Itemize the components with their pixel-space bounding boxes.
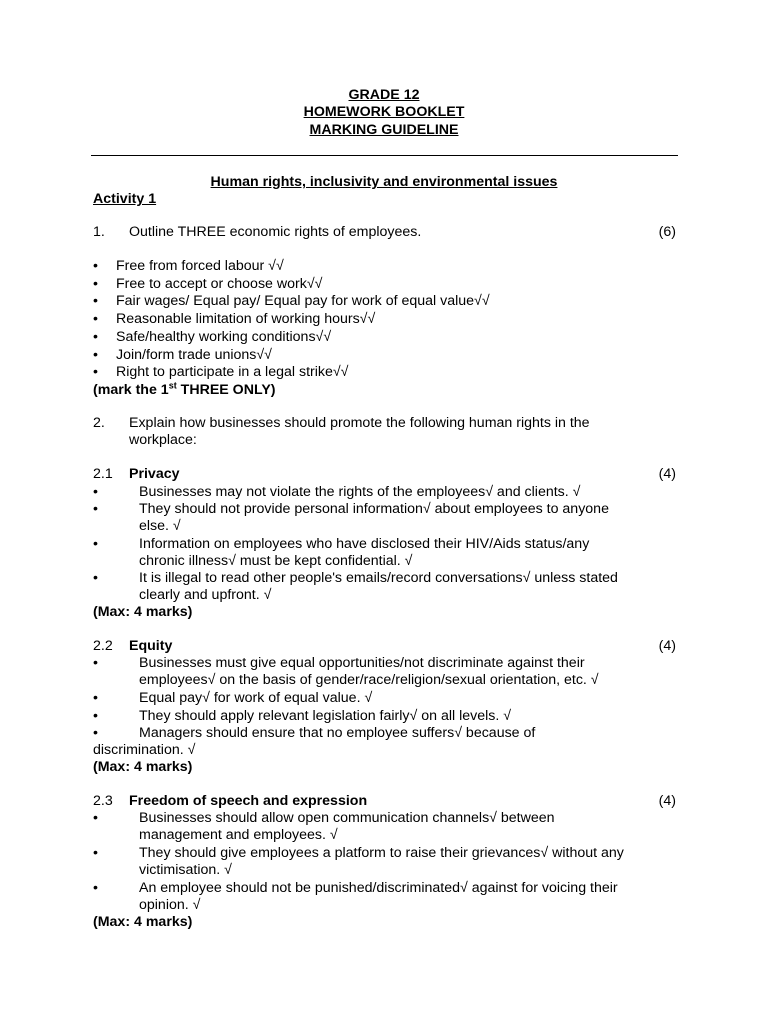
q22-bullet-cont: discrimination. √ [93,742,196,758]
bullet-icon: • [93,258,98,274]
bullet-icon: • [93,690,98,706]
activity-heading: Activity 1 [93,191,157,207]
header-guideline: MARKING GUIDELINE [309,122,459,138]
q22-marks: (4) [658,638,676,654]
q21-bullet: It is illegal to read other people's emails/record conversations√ unless stated [139,570,618,586]
q22-bullet: Businesses must give equal opportunities/not discriminate against their [139,655,585,671]
bullet-icon: • [93,311,98,327]
q21-bullet-cont: clearly and upfront. √ [139,587,272,603]
q22-title: Equity [129,638,173,654]
bullet-icon: • [93,347,98,363]
q1-bullet: Fair wages/ Equal pay/ Equal pay for work of equal value√√ [116,293,490,309]
q2-number: 2. [93,415,105,431]
q23-max: (Max: 4 marks) [93,914,193,930]
q2-text-line1: Explain how businesses should promote the following human rights in the [129,415,590,431]
bullet-icon: • [93,484,98,500]
bullet-icon: • [93,536,98,552]
q1-number: 1. [93,224,105,240]
q21-bullet-cont: else. √ [139,518,181,534]
bullet-icon: • [93,276,98,292]
q1-bullet: Join/form trade unions√√ [116,347,272,363]
bullet-icon: • [93,364,98,380]
q21-bullet: They should not provide personal information√ about employees to anyone [139,501,609,517]
q23-bullet: An employee should not be punished/discriminated√ against for voicing their [139,880,618,896]
q21-title: Privacy [129,466,180,482]
header-booklet: HOMEWORK BOOKLET [303,104,465,120]
bullet-icon: • [93,329,98,345]
q21-bullet-cont: chronic illness√ must be kept confidential. √ [139,553,413,569]
q22-bullet: They should apply relevant legislation fairly√ on all levels. √ [139,708,512,724]
q22-bullet: Managers should ensure that no employee suffers√ because of [139,725,536,741]
q21-bullet: Businesses may not violate the rights of the employees√ and clients. √ [139,484,581,500]
q22-bullet-cont: employees√ on the basis of gender/race/religion/sexual orientation, etc. √ [139,672,599,688]
q23-bullet: They should give employees a platform to raise their grievances√ without any [139,845,624,861]
q1-marks: (6) [658,224,676,240]
bullet-icon: • [93,293,98,309]
q1-bullet: Right to participate in a legal strike√√ [116,364,349,380]
bullet-icon: • [93,880,98,896]
bullet-icon: • [93,845,98,861]
q23-bullet: Businesses should allow open communication channels√ between [139,810,555,826]
q23-title: Freedom of speech and expression [129,793,368,809]
q1-bullet: Reasonable limitation of working hours√√ [116,311,376,327]
q1-bullet: Free to accept or choose work√√ [116,276,323,292]
header-divider [91,155,678,156]
section-title: Human rights, inclusivity and environmental issues [210,174,558,190]
q23-marks: (4) [658,793,676,809]
q1-note: (mark the 1st THREE ONLY) [93,380,276,398]
q22-max: (Max: 4 marks) [93,759,193,775]
header-grade: GRADE 12 [348,87,420,103]
q1-text: Outline THREE economic rights of employees. [129,224,422,240]
q23-bullet-cont: management and employees. √ [139,827,338,843]
bullet-icon: • [93,570,98,586]
q22-bullet: Equal pay√ for work of equal value. √ [139,690,373,706]
q21-bullet: Information on employees who have disclosed their HIV/Aids status/any [139,536,590,552]
q22-number: 2.2 [93,638,113,654]
q2-text-line2: workplace: [129,432,197,448]
q21-max: (Max: 4 marks) [93,604,193,620]
q21-number: 2.1 [93,466,113,482]
q23-bullet-cont: opinion. √ [139,897,201,913]
q23-bullet-cont: victimisation. √ [139,862,232,878]
q1-bullet: Free from forced labour √√ [116,258,284,274]
bullet-icon: • [93,725,98,741]
bullet-icon: • [93,810,98,826]
q1-bullet: Safe/healthy working conditions√√ [116,329,332,345]
bullet-icon: • [93,501,98,517]
q21-marks: (4) [658,466,676,482]
q23-number: 2.3 [93,793,113,809]
bullet-icon: • [93,655,98,671]
bullet-icon: • [93,708,98,724]
